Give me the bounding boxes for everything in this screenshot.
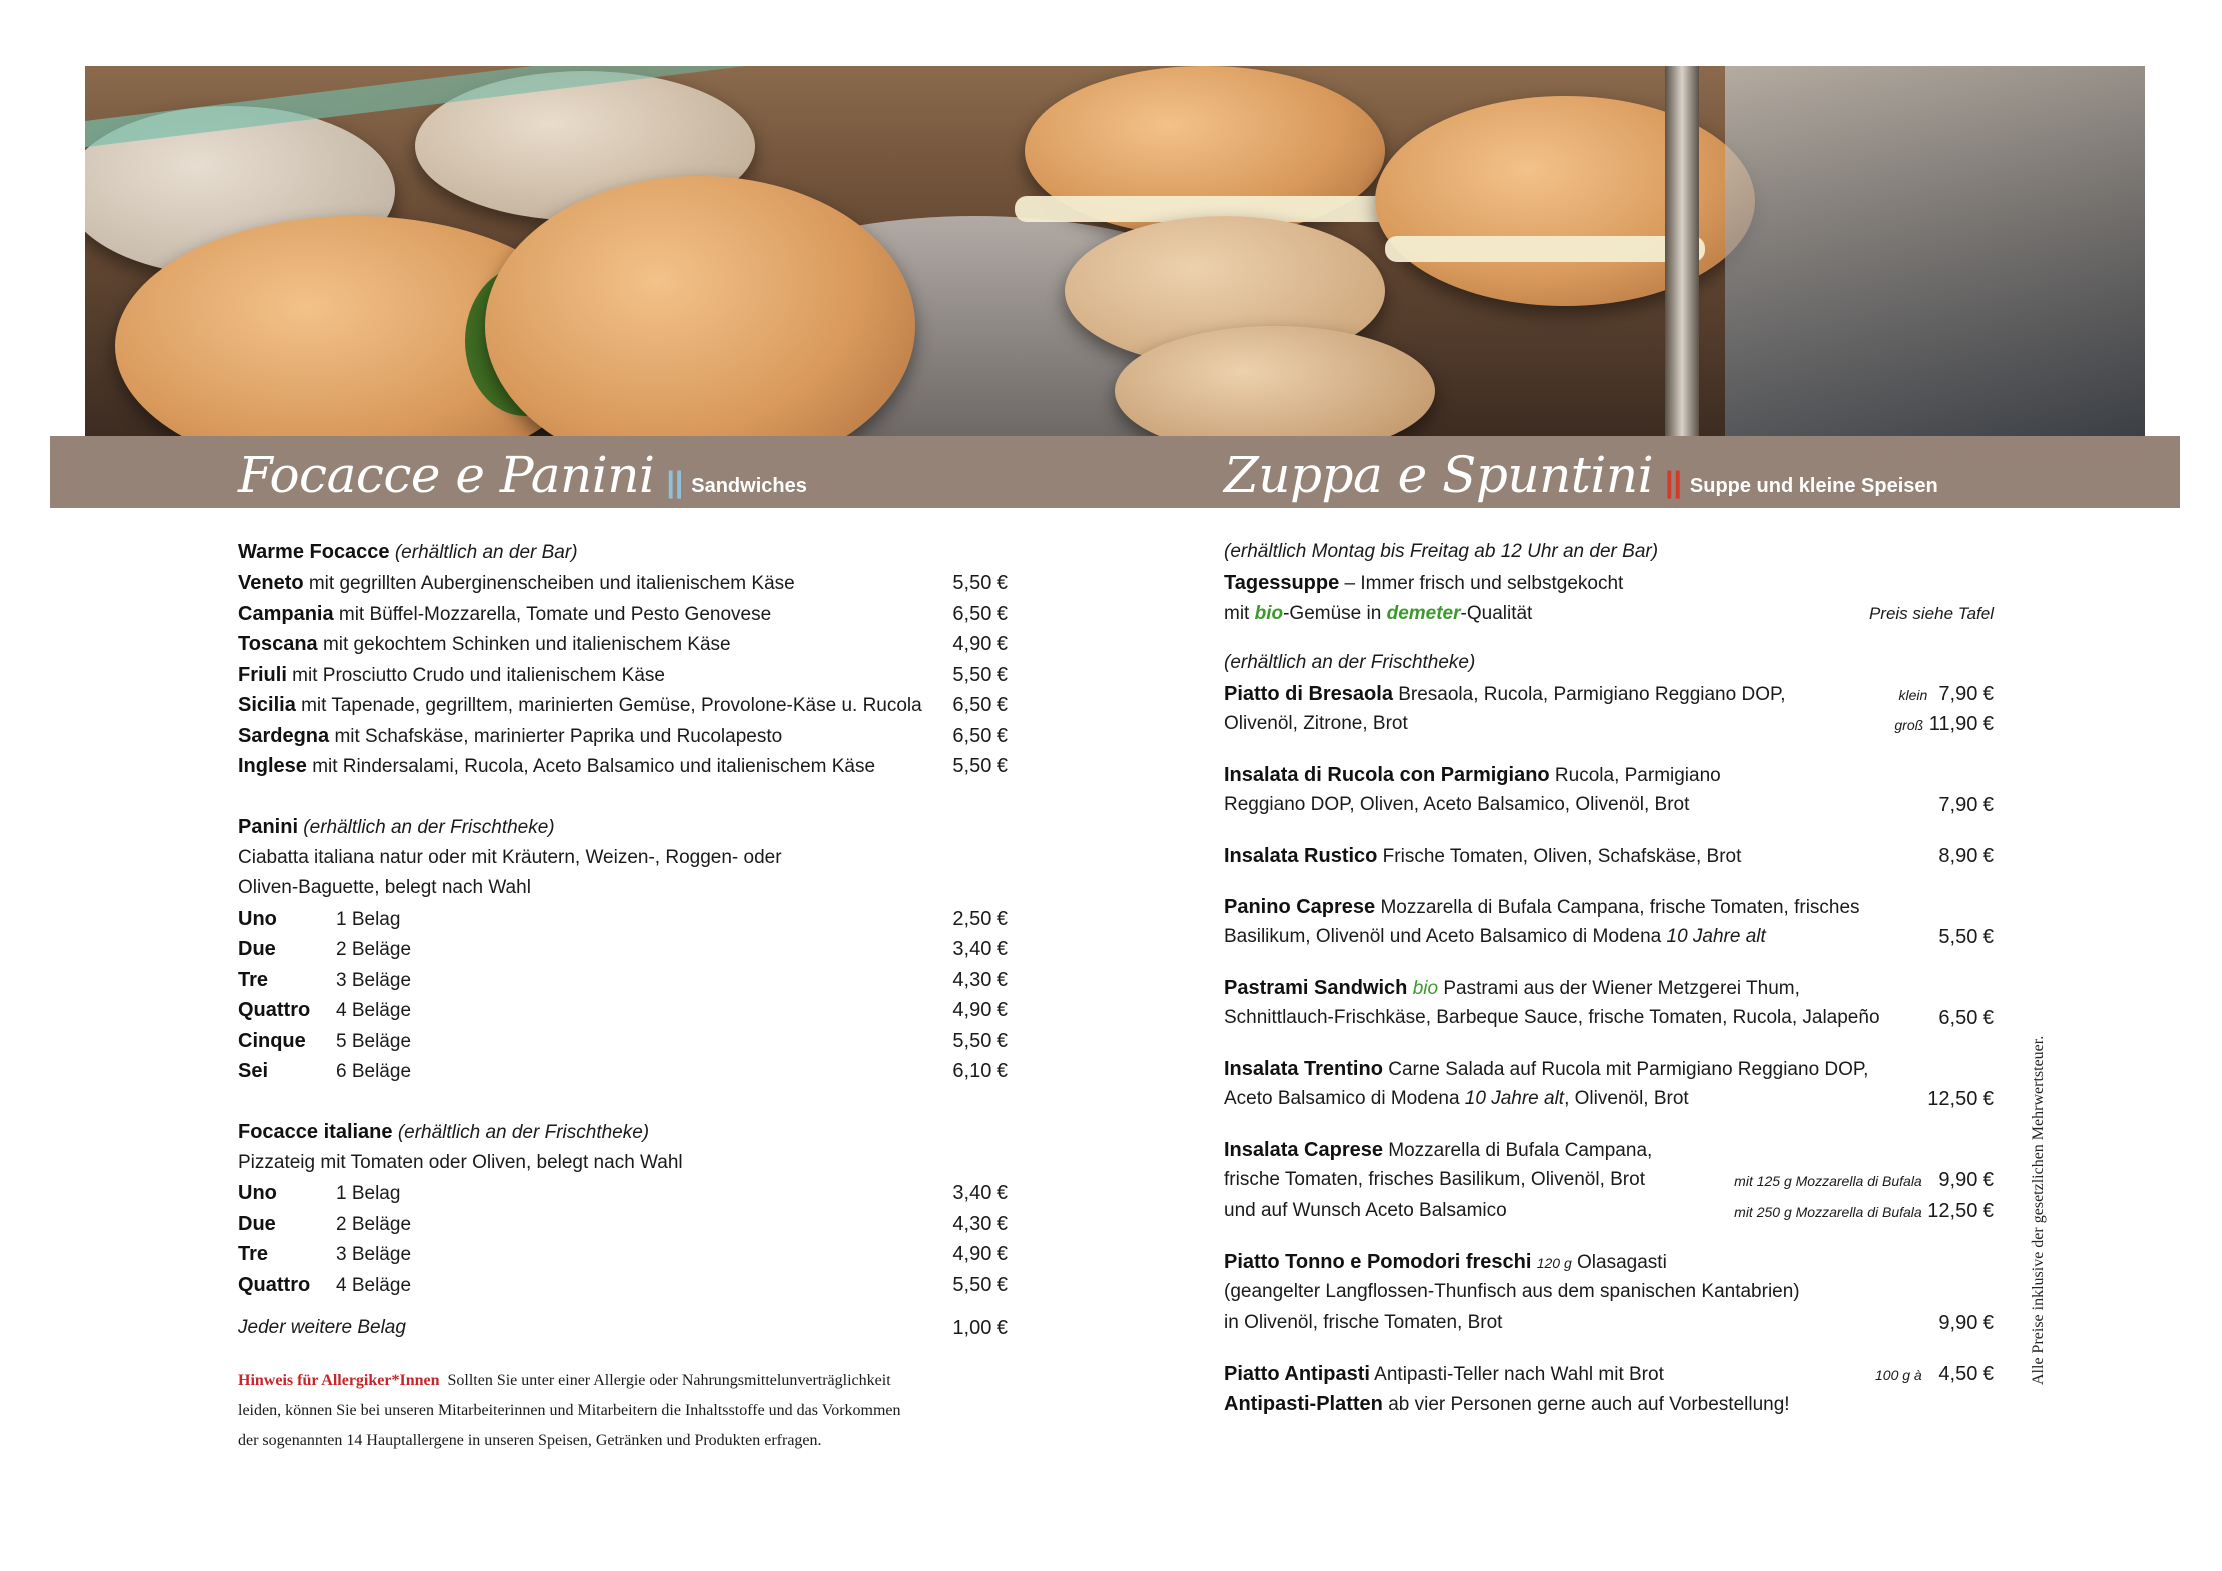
item-desc: 1 Belag: [336, 1183, 401, 1204]
right-section-subtitle: Suppe und kleine Speisen: [1689, 475, 1938, 497]
warme-focacce-heading: [238, 540, 578, 565]
item-desc: , Olivenöl, Brot: [1564, 1088, 1689, 1109]
item-desc: 2 Beläge: [336, 1214, 412, 1235]
item-name: Due: [238, 1213, 276, 1235]
section-note: (erhältlich an der Bar): [394, 542, 578, 563]
item-name: Antipasti-Platten: [1224, 1393, 1383, 1415]
item-price: 5,50 €: [952, 1274, 1008, 1296]
text: -Gemüse in: [1283, 603, 1382, 624]
item-name: Piatto Antipasti: [1224, 1363, 1370, 1385]
item-desc: Mozzarella di Bufala Campana, frische Tomaten, frisches: [1380, 897, 1860, 918]
item-desc: mit gekochtem Schinken und italienischem Käse: [322, 634, 731, 655]
size-label: klein: [1898, 687, 1928, 703]
menu-item: [238, 632, 731, 657]
dash: –: [1344, 573, 1356, 594]
item-price: 3,40 €: [952, 938, 1008, 960]
item-name: Tre: [238, 1243, 269, 1265]
allergy-note-line-1: [238, 1366, 891, 1396]
item-desc: 5 Beläge: [336, 1031, 412, 1052]
allergy-note-line-3: der sogenannten 14 Hauptallergene in unseren Speisen, Getränken und Produkten erfragen.: [238, 1432, 822, 1449]
item-price: 4,30 €: [952, 969, 1008, 991]
allergy-label: Hinweis für Allergiker*Innen: [238, 1372, 440, 1389]
panini-desc-2: Oliven-Baguette, belegt nach Wahl: [238, 877, 531, 898]
item-desc: mit Schafskäse, marinierter Paprika und Rucolapesto: [334, 726, 783, 747]
item-price: 12,50 €: [1927, 1088, 1994, 1110]
item-desc: Bresaola, Rucola, Parmigiano Reggiano DOP,: [1398, 684, 1786, 705]
menu-item: [238, 754, 875, 779]
weight-label: 120 g: [1536, 1255, 1572, 1271]
item-desc: 4 Beläge: [336, 1000, 412, 1021]
price: 7,90 €: [1938, 683, 1994, 705]
separator-icon: ||: [666, 466, 684, 499]
extra-topping-label: Jeder weitere Belag: [238, 1317, 406, 1338]
item-price-small: [1898, 682, 1994, 707]
item-name: Tre: [238, 969, 269, 991]
menu-item-panino-caprese: [1224, 895, 1860, 920]
price: 4,50 €: [1938, 1363, 1994, 1385]
menu-item: [238, 663, 665, 688]
item-desc: 1 Belag: [336, 909, 401, 930]
item-name: Insalata di Rucola con Parmigiano: [1224, 764, 1550, 786]
item-desc: Aceto Balsamico di Modena: [1224, 1088, 1460, 1109]
menu-item-insalata-caprese: [1224, 1138, 1652, 1163]
menu-item-trentino: [1224, 1057, 1868, 1082]
menu-item: [238, 968, 411, 993]
unit-label: 100 g à: [1875, 1367, 1922, 1383]
item-name: Uno: [238, 908, 277, 930]
item-name: Quattro: [238, 999, 311, 1021]
item-price: 5,50 €: [1938, 926, 1994, 948]
item-price: 6,50 €: [952, 603, 1008, 625]
item-price-small: [1734, 1168, 1994, 1193]
item-name: Sei: [238, 1060, 269, 1082]
menu-item: [238, 1242, 411, 1267]
item-price: 5,50 €: [952, 664, 1008, 686]
item-price-large: [1734, 1199, 1994, 1224]
item-name: Campania: [238, 603, 334, 625]
item-price-unit: [1875, 1362, 1994, 1387]
item-name: Friuli: [238, 664, 287, 686]
item-name: Tagessuppe: [1224, 572, 1340, 594]
left-section-title: Focacce e Panini: [238, 446, 655, 504]
insalata-caprese-desc-2: frische Tomaten, frisches Basilikum, Olivenöl, Brot: [1224, 1169, 1645, 1190]
item-name: Toscana: [238, 633, 318, 655]
item-desc: Carne Salada auf Rucola mit Parmigiano Reggiano DOP,: [1388, 1059, 1869, 1080]
menu-item: [238, 998, 411, 1023]
text: mit: [1224, 603, 1250, 624]
focacce-italiane-heading: [238, 1120, 649, 1145]
soup-availability-note: (erhältlich Montag bis Freitag ab 12 Uhr an der Bar): [1224, 541, 1659, 562]
allergy-text: Sollten Sie unter einer Allergie oder Nahrungsmittelunverträglichkeit: [447, 1372, 891, 1389]
focacce-italiane-desc: Pizzateig mit Tomaten oder Oliven, belegt nach Wahl: [238, 1152, 683, 1173]
left-section-subtitle: Sandwiches: [691, 475, 807, 497]
item-name: Panino Caprese: [1224, 896, 1376, 918]
item-price: 5,50 €: [952, 572, 1008, 594]
item-desc: ab vier Personen gerne auch auf Vorbestellung!: [1388, 1394, 1790, 1415]
item-desc: mit Prosciutto Crudo und italienischem Käse: [292, 665, 665, 686]
vat-note: Alle Preise inklusive der gesetzlichen Mehrwertsteuer.: [2030, 1035, 2047, 1385]
insalata-caprese-desc-3: und auf Wunsch Aceto Balsamico: [1224, 1200, 1507, 1221]
item-price: 9,90 €: [1938, 1312, 1994, 1334]
item-price: 2,50 €: [952, 908, 1008, 930]
right-menu-column: [1224, 540, 1994, 1440]
item-price: 3,40 €: [952, 1182, 1008, 1204]
panini-desc-1: Ciabatta italiana natur oder mit Kräutern, Weizen-, Roggen- oder: [238, 847, 782, 868]
item-desc: Antipasti-Teller nach Wahl mit Brot: [1374, 1364, 1664, 1385]
item-price: 5,50 €: [952, 1030, 1008, 1052]
tonno-desc-3: in Olivenöl, frische Tomaten, Brot: [1224, 1312, 1503, 1333]
item-desc: Mozzarella di Bufala Campana,: [1388, 1140, 1653, 1161]
menu-item: [238, 571, 795, 596]
menu-item: [238, 693, 922, 718]
item-desc: Basilikum, Olivenöl und Aceto Balsamico di Modena: [1224, 926, 1662, 947]
size-label: groß: [1894, 717, 1924, 733]
item-desc: 3 Beläge: [336, 970, 412, 991]
item-desc: mit Rindersalami, Rucola, Aceto Balsamico und italienischem Käse: [312, 756, 876, 777]
item-name: Uno: [238, 1182, 277, 1204]
item-name: Due: [238, 938, 276, 960]
menu-item: [238, 1273, 411, 1298]
menu-item: [238, 1181, 400, 1206]
item-name: Piatto di Bresaola: [1224, 683, 1393, 705]
menu-item: [238, 1212, 411, 1237]
soup-price-note: Preis siehe Tafel: [1868, 604, 1994, 623]
price: 9,90 €: [1938, 1169, 1994, 1191]
extra-topping-price: 1,00 €: [952, 1317, 1008, 1339]
item-price: 4,90 €: [952, 999, 1008, 1021]
item-name: Sicilia: [238, 694, 296, 716]
menu-item: [238, 724, 782, 749]
section-heading: Panini: [238, 816, 299, 838]
item-name: Veneto: [238, 572, 304, 594]
left-menu-column: [238, 540, 1008, 1460]
menu-item: [238, 907, 400, 932]
soup-quality-line: [1224, 602, 1532, 626]
item-price: 7,90 €: [1938, 794, 1994, 816]
item-desc: 3 Beläge: [336, 1244, 412, 1265]
right-section-header: [1224, 446, 1938, 506]
item-price: 4,30 €: [952, 1213, 1008, 1235]
allergy-note-line-2: leiden, können Sie bei unseren Mitarbeiterinnen und Mitarbeitern die Inhaltsstoffe und das Vorkommen: [238, 1402, 901, 1419]
item-name: Cinque: [238, 1030, 306, 1052]
menu-item: [238, 1029, 411, 1054]
frischtheke-note: (erhältlich an der Frischtheke): [1224, 652, 1476, 673]
menu-item-rustico: [1224, 844, 1741, 869]
item-desc: 4 Beläge: [336, 1275, 412, 1296]
item-price: 4,90 €: [952, 633, 1008, 655]
item-price-large: [1894, 712, 1994, 737]
item-name: Inglese: [238, 755, 307, 777]
panino-caprese-desc-2: [1224, 925, 1766, 949]
menu-item-tagessuppe: [1224, 571, 1623, 596]
section-heading: Warme Focacce: [238, 541, 390, 563]
demeter-label: demeter: [1386, 603, 1461, 624]
item-name: Quattro: [238, 1274, 311, 1296]
menu-item-rucola: [1224, 763, 1721, 788]
item-desc: mit gegrillten Auberginenscheiben und italienischem Käse: [308, 573, 795, 594]
item-desc: Rucola, Parmigiano: [1554, 765, 1721, 786]
item-desc-italic: 10 Jahre alt: [1464, 1088, 1565, 1109]
item-price: 4,90 €: [952, 1243, 1008, 1265]
item-name: Insalata Rustico: [1224, 845, 1378, 867]
menu-item: [238, 1059, 411, 1084]
menu-item: [238, 937, 411, 962]
hero-food-photo: [85, 66, 2145, 436]
item-desc: Frische Tomaten, Oliven, Schafskäse, Brot: [1382, 846, 1742, 867]
panini-heading: [238, 815, 555, 840]
section-note: (erhältlich an der Frischtheke): [397, 1122, 650, 1143]
tonno-desc-2: (geangelter Langflossen-Thunfisch aus dem spanischen Kantabrien): [1224, 1281, 1800, 1302]
price: 11,90 €: [1928, 713, 1994, 735]
item-name: Insalata Trentino: [1224, 1058, 1383, 1080]
left-section-header: [238, 446, 807, 506]
item-price: 8,90 €: [1938, 845, 1994, 867]
section-heading: Focacce italiane: [238, 1121, 393, 1143]
menu-item-tonno: [1224, 1250, 1667, 1275]
trentino-desc-2: [1224, 1087, 1689, 1111]
menu-item-antipasti: [1224, 1362, 1664, 1387]
item-name: Insalata Caprese: [1224, 1139, 1383, 1161]
item-desc: Pastrami aus der Wiener Metzgerei Thum,: [1443, 978, 1800, 999]
bio-label: bio: [1254, 603, 1284, 624]
item-name: Sardegna: [238, 725, 330, 747]
item-desc: mit Büffel-Mozzarella, Tomate und Pesto Genovese: [338, 604, 772, 625]
item-price: 5,50 €: [952, 755, 1008, 777]
item-desc: mit Tapenade, gegrilltem, marinierten Gemüse, Provolone-Käse u. Rucola: [301, 695, 922, 716]
item-price: 6,50 €: [952, 694, 1008, 716]
pastrami-desc-2: Schnittlauch-Frischkäse, Barbeque Sauce, frische Tomaten, Rucola, Jalapeño: [1224, 1007, 1880, 1028]
price: 12,50 €: [1927, 1200, 1994, 1222]
item-desc: Immer frisch und selbstgekocht: [1360, 573, 1624, 594]
item-price: 6,50 €: [1938, 1007, 1994, 1029]
size-label: mit 125 g Mozzarella di Bufala: [1734, 1173, 1922, 1189]
item-desc: 6 Beläge: [336, 1061, 412, 1082]
item-price: 6,10 €: [952, 1060, 1008, 1082]
menu-item-bresaola: [1224, 682, 1785, 707]
antipasti-platten-line: [1224, 1392, 1790, 1417]
section-note: (erhältlich an der Frischtheke): [303, 817, 555, 838]
text: -Qualität: [1460, 603, 1533, 624]
menu-item: [238, 602, 771, 627]
item-desc-italic: 10 Jahre alt: [1666, 926, 1766, 947]
item-desc: 2 Beläge: [336, 939, 412, 960]
item-name: Piatto Tonno e Pomodori freschi: [1224, 1251, 1532, 1273]
item-desc: Olasagasti: [1577, 1252, 1667, 1273]
bresaola-desc-2: Olivenöl, Zitrone, Brot: [1224, 713, 1408, 734]
separator-icon: ||: [1665, 466, 1682, 499]
item-name: Pastrami Sandwich: [1224, 977, 1408, 999]
size-label: mit 250 g Mozzarella di Bufala: [1734, 1204, 1922, 1220]
menu-item-pastrami: [1224, 976, 1800, 1001]
rucola-desc-2: Reggiano DOP, Oliven, Aceto Balsamico, Olivenöl, Brot: [1224, 794, 1690, 815]
item-price: 6,50 €: [952, 725, 1008, 747]
bio-label: bio: [1412, 978, 1439, 999]
right-section-title: Zuppa e Spuntini: [1224, 446, 1654, 504]
